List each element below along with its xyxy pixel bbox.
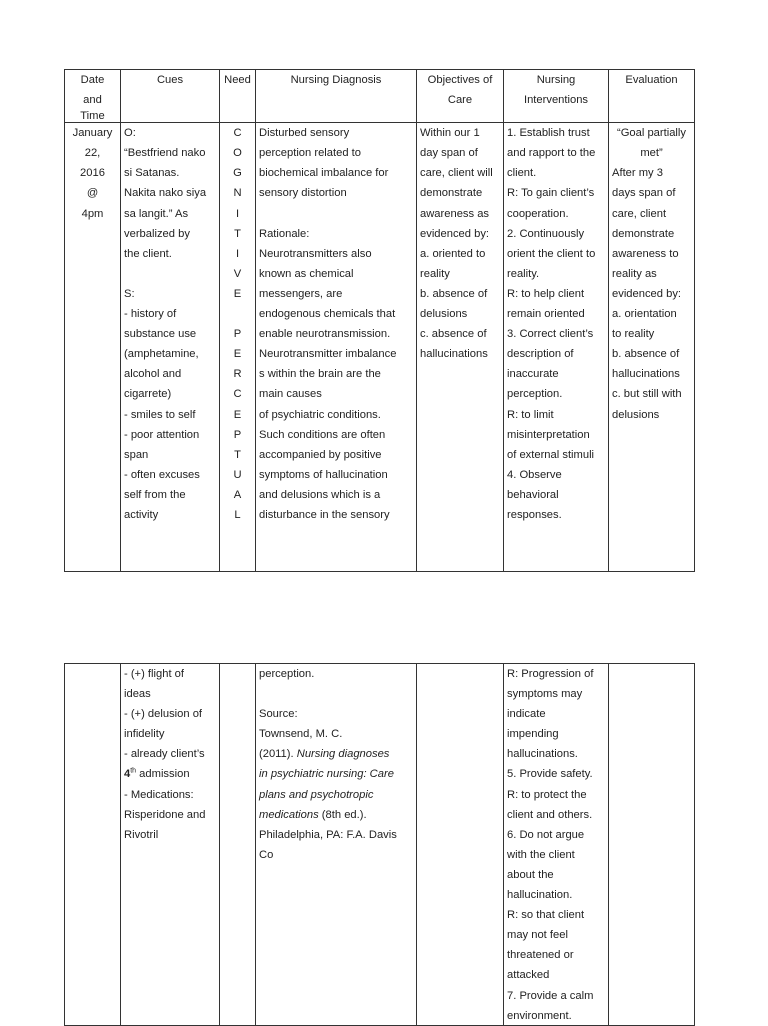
rationale-line: symptoms of hallucination [259,468,388,481]
rationale-line: endogenous chemicals that [259,308,396,321]
source-publisher: Co [259,848,274,861]
header-row [65,70,695,123]
cue-line: - often excuses [124,468,200,481]
objective-line: delusions [420,308,468,321]
intervention-line: of external stimuli [507,448,595,461]
source-title: in psychiatric nursing: Care [259,768,394,781]
objective-line: care, client will [420,167,493,180]
evaluation-line: demonstrate [612,227,675,240]
cue-line: - (+) delusion of [124,708,203,721]
intervention-line: perception. [507,388,563,401]
source-year: (2011). [259,748,297,761]
evaluation-title-line: “Goal partially [616,127,686,140]
source-line [259,744,413,764]
header-text: Cues [156,74,184,86]
nursing-care-plan-table-page-2 [64,663,695,1026]
objective-line: evidenced by: [420,227,490,240]
cue-line: O: [124,127,136,140]
source-edition: (8th ed.). [318,808,367,821]
admission-number: 4 [124,768,131,781]
rationale-line: main causes [259,388,322,401]
cue-line: Nakita nako siya [124,187,207,200]
cue-line: - history of [124,308,177,321]
need-letter: E [233,408,242,421]
date-time-cell [65,123,121,572]
spacer [223,304,252,324]
intervention-line: R: to help client [507,287,585,300]
rationale-line: Neurotransmitters also [259,247,372,260]
objective-line: hallucinations [420,348,488,361]
header-text: Time [80,110,105,123]
cue-line: si Satanas. [124,167,180,180]
admission-text: admission [136,768,190,781]
intervention-line: cooperation. [507,207,569,220]
source-publisher: Philadelphia, PA: F.A. Davis [259,828,397,841]
intervention-line: 1. Establish trust [507,127,590,140]
intervention-line: R: so that client [507,909,585,922]
intervention-line: indicate [507,708,546,721]
cue-line: activity [124,508,159,521]
evaluation-line: hallucinations [612,368,680,381]
header-text: Objectives of [427,74,493,86]
intervention-line: threatened or [507,949,574,962]
intervention-line: environment. [507,1009,572,1022]
nursing-diagnosis-cell [256,664,417,1026]
header-text: Nursing [536,74,576,86]
source-line [259,764,413,784]
rationale-line: enable neurotransmission. [259,328,391,341]
header-nursing-diagnosis [256,70,417,123]
objectives-cell [417,664,504,1026]
cue-line: self from the [124,488,186,501]
nursing-care-plan-table-page-1 [64,69,695,572]
date-line: @ [86,187,99,200]
date-line: January [72,127,113,140]
cues-cell [121,123,220,572]
intervention-line: R: Progression of [507,668,594,680]
evaluation-title-line: met” [640,147,663,160]
objective-line: reality [420,267,450,280]
spacer [259,684,413,704]
intervention-line: behavioral [507,488,559,501]
need-letter: C [233,127,242,140]
objective-line: Within our 1 [420,127,480,140]
intervention-line: misinterpretation [507,428,590,441]
cue-line: - (+) flight of [124,668,184,680]
source-line [259,805,413,825]
source-label: Source: [259,708,298,721]
header-text: Interventions [523,94,589,107]
rationale-line: disturbance in the sensory [259,508,390,521]
cue-line: - poor attention [124,428,200,441]
cue-line: Rivotril [124,828,159,841]
header-interventions [504,70,609,123]
cue-line: infidelity [124,728,165,741]
rationale-line: Such conditions are often [259,428,386,441]
intervention-line: 2. Continuously [507,227,585,240]
evaluation-line: After my 3 [612,167,663,180]
need-letter: P [233,328,242,341]
rationale-line: and delusions which is a [259,488,381,501]
need-letter: E [233,287,242,300]
intervention-line: impending [507,728,559,741]
diagnosis-line: biochemical imbalance for [259,167,389,180]
spacer [259,204,413,224]
cue-line: - Medications: [124,788,194,801]
intervention-line: orient the client to [507,247,596,260]
cue-line: sa langit.” As [124,207,189,220]
objective-line: awareness as [420,207,490,220]
evaluation-line: care, client [612,207,667,220]
source-title: Nursing diagnoses [296,748,390,761]
intervention-line: 4. Observe [507,468,562,481]
rationale-line: Rationale: [259,227,310,240]
cue-line: cigarrete) [124,388,172,401]
need-letter: T [234,448,241,461]
cue-line: - already client’s [124,748,205,761]
cue-line: span [124,448,149,461]
intervention-line: client. [507,167,537,180]
intervention-line: and rapport to the [507,147,596,160]
header-text: Need [224,74,251,86]
need-letter: R [233,368,242,381]
cue-line: S: [124,287,135,300]
cue-line: substance use [124,328,197,341]
interventions-cell [504,664,609,1026]
need-letter: A [233,488,242,501]
need-letter: E [233,348,242,361]
evaluation-line: a. orientation [612,308,677,321]
evaluation-line: delusions [612,408,660,421]
need-letter: C [233,388,242,401]
header-cues [121,70,220,123]
header-evaluation [609,70,695,123]
intervention-line: may not feel [507,929,568,942]
date-time-cell [65,664,121,1026]
intervention-line: 3. Correct client’s [507,328,594,341]
diagnosis-line: perception related to [259,147,361,160]
table-row [65,123,695,572]
evaluation-cell [609,664,695,1026]
intervention-line: R: To gain client’s [507,187,595,200]
rationale-line: messengers, are [259,287,343,300]
intervention-line: inaccurate [507,368,559,381]
intervention-line: symptoms may [507,688,583,701]
header-need [220,70,256,123]
need-cell [220,123,256,572]
header-text: Date [80,74,105,86]
evaluation-line: days span of [612,187,676,200]
cue-line: Risperidone and [124,808,206,821]
need-letter: V [233,267,242,280]
need-letter: T [234,227,241,240]
table-row [65,664,695,1026]
objective-line: demonstrate [420,187,483,200]
header-text: Nursing Diagnosis [290,74,382,86]
header-objectives [417,70,504,123]
rationale-line: known as chemical [259,267,354,280]
rationale-line: accompanied by positive [259,448,382,461]
source-line [259,785,413,805]
need-letter: G [233,167,242,180]
cue-line: ideas [124,688,151,701]
cue-line: the client. [124,247,172,260]
need-letter: P [233,428,242,441]
intervention-line: description of [507,348,574,361]
objective-line: b. absence of [420,287,488,300]
objectives-cell [417,123,504,572]
header-text: Evaluation [625,74,678,86]
cue-line: - smiles to self [124,408,196,421]
need-cell [220,664,256,1026]
intervention-line: client and others. [507,808,593,821]
header-text: Care [447,94,473,107]
source-author: Townsend, M. C. [259,728,343,741]
intervention-line: attacked [507,969,550,982]
evaluation-line: to reality [612,328,655,341]
header-date-time [65,70,121,123]
intervention-line: 7. Provide a calm [507,989,594,1002]
header-text: and [83,94,102,107]
intervention-line: responses. [507,508,562,521]
need-letter: O [233,147,242,160]
cue-line: alcohol and [124,368,182,381]
source-title: plans and psychotropic [259,788,374,801]
rationale-line: of psychiatric conditions. [259,408,381,421]
need-letter: U [233,468,242,481]
diagnosis-line: Disturbed sensory [259,127,350,140]
cue-line [124,764,216,784]
evaluation-line: b. absence of [612,348,680,361]
intervention-line: 6. Do not argue [507,828,585,841]
nursing-diagnosis-cell [256,123,417,572]
intervention-line: with the client [507,848,575,861]
date-line: 22, [84,147,101,160]
evaluation-line: c. but still with [612,388,682,401]
cue-line: “Bestfriend nako [124,147,206,160]
intervention-line: 5. Provide safety. [507,768,593,781]
evaluation-line: evidenced by: [612,287,682,300]
evaluation-line: awareness to [612,247,679,260]
date-line: 2016 [80,167,105,180]
cue-line: (amphetamine, [124,348,199,361]
evaluation-cell [609,123,695,572]
need-letter: I [235,207,240,220]
intervention-line: hallucinations. [507,748,578,761]
cue-line: verbalized by [124,227,190,240]
spacer [124,264,216,284]
interventions-cell [504,123,609,572]
diagnosis-line: perception. [259,668,315,680]
diagnosis-line: sensory distortion [259,187,347,200]
intervention-line: hallucination. [507,889,573,902]
objective-line: day span of [420,147,478,160]
intervention-line: remain oriented [507,308,585,321]
need-letter: L [234,508,241,521]
need-letter: N [233,187,242,200]
intervention-line: reality. [507,267,540,280]
evaluation-line: reality as [612,267,657,280]
rationale-line: s within the brain are the [259,368,381,381]
need-letter: I [235,247,240,260]
admission-ordinal: th [130,767,137,775]
intervention-line: R: to protect the [507,788,587,801]
objective-line: c. absence of [420,328,487,341]
intervention-line: R: to limit [507,408,554,421]
intervention-line: about the [507,868,554,881]
source-title: medications [259,808,319,821]
rationale-line: Neurotransmitter imbalance [259,348,397,361]
objective-line: a. oriented to [420,247,486,260]
date-line: 4pm [81,207,104,220]
cues-cell [121,664,220,1026]
